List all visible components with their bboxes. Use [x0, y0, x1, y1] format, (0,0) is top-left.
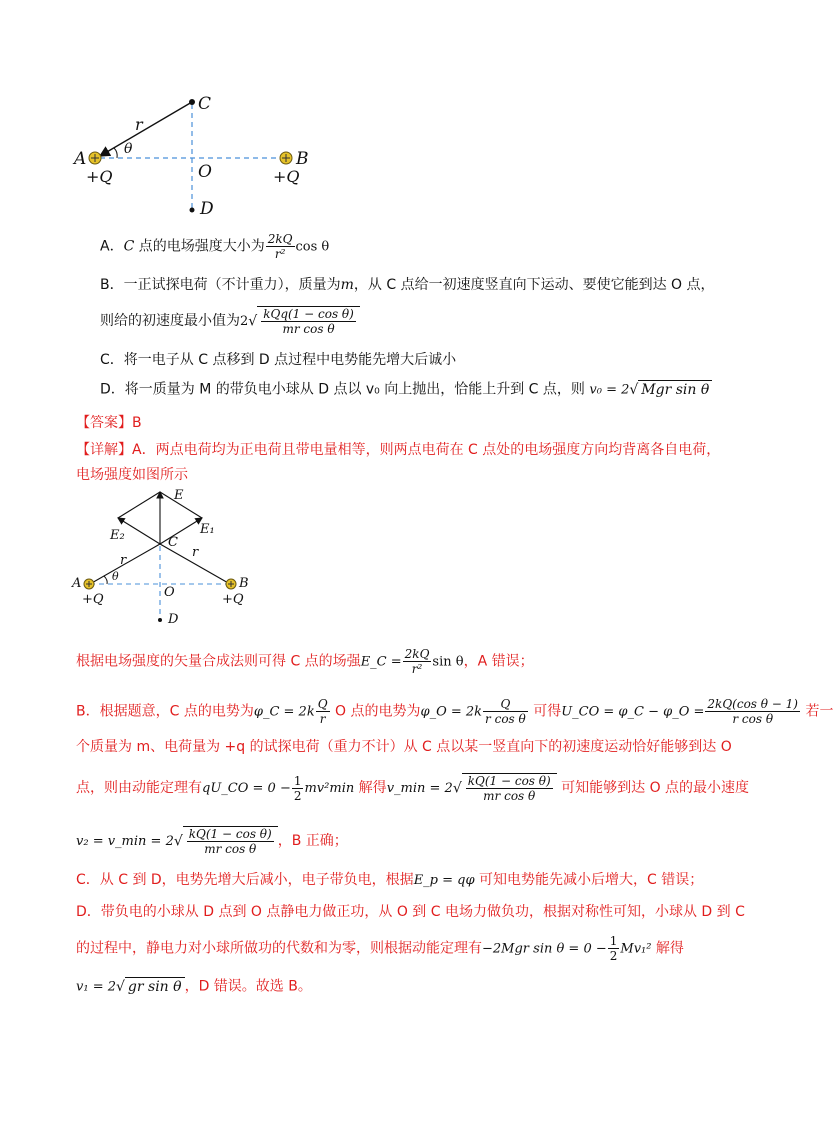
fig2-label-A: A — [72, 576, 82, 591]
fig1-label-O: O — [198, 162, 212, 182]
fig1-label-theta: θ — [124, 141, 133, 157]
fig1-charge-A: +Q — [86, 167, 113, 186]
option-C: C．将一电子从 C 点移到 D 点过程中电势能先增大后诚小 — [100, 352, 457, 368]
detail-line-2: 电场强度如图所示 — [76, 467, 188, 483]
explain-A: 根据电场强度的矢量合成法则可得 C 点的场强E_C = $\frac{2kQ}{\text{r²}}$ sin θ，A 错误； — [76, 647, 534, 676]
option-B-line2: 则给的初速度最小值为2√ $\frac{\text{kQq(1 − cos θ)}}{\text{mr cos θ}}$ — [100, 306, 360, 336]
fig2-label-E1: E₁ — [200, 522, 215, 537]
fig2-label-D: D — [168, 612, 179, 627]
figure-2 — [80, 488, 260, 628]
explain-B-line4: v₂ = v_min = 2√ $\frac{\text{kQ(1 − cos θ)}}{\text{mr cos θ}}$ ，B 正确； — [76, 827, 348, 856]
explain-D-line1: D．带负电的小球从 D 点到 O 点静电力做正功，从 O 到 C 电场力做负功，根据对称性可知，小球从 D 到 C — [76, 904, 745, 920]
vector-E1 — [160, 518, 202, 544]
fig2-label-B: B — [239, 576, 249, 591]
fig2-label-r-right: r — [192, 545, 199, 560]
option-D: D．将一质量为 M 的带负电小球从 D 点以 v₀ 向上抛出，恰能上升到 C 点，则 v₀ = 2√ Mgr sin θ — [100, 380, 712, 400]
option-B-line1: B．一正试探电荷（不计重力），质量为m，从 C 点给一初速度竖直向下运动、要使它能到达 O 点， — [100, 277, 715, 293]
point-C — [189, 99, 195, 105]
option-A: A．C 点的电场强度大小为 $\frac{2kQ}{\text{r²}}$ cos θ — [100, 232, 330, 261]
fig2-label-r-left: r — [120, 553, 127, 568]
explain-C: C．从 C 到 D，电势先增大后减小，电子带负电，根据E_p = qφ 可知电势能先减小后增大，C 错误； — [76, 872, 704, 888]
fig2-charge-A: +Q — [82, 592, 104, 607]
vector-r — [100, 102, 192, 156]
point-D — [190, 208, 195, 213]
fig1-charge-B: +Q — [273, 167, 300, 186]
fig2-label-E: E — [174, 488, 184, 503]
answer: 【答案】B — [76, 415, 142, 431]
fig1-label-B: B — [296, 149, 309, 169]
explain-B-line2: 个质量为 m、电荷量为 +q 的试探电荷（重力不计）从 C 点以某一竖直向下的初速度运动恰好能够到达 O — [76, 739, 732, 755]
fig2-label-C: C — [168, 535, 178, 550]
fig2-charge-B: +Q — [222, 592, 244, 607]
point-D-2 — [158, 618, 162, 622]
fig1-label-D: D — [200, 199, 214, 219]
fig2-label-theta: θ — [112, 570, 119, 583]
detail-line-1: 【详解】A．两点电荷均为正电荷且带电量相等，则两点电荷在 C 点处的电场强度方向均背离各自电荷， — [76, 442, 721, 458]
explain-B-line1: B．根据题意，C 点的电势为φ_C = 2k $\frac{Q}{r}$ O 点的电势为φ_O = 2k $\frac{Q}{\text{r cos θ}}$ 可得U_CO = φ_C − φ_O = $\frac{\text{2kQ(cos θ − 1)}}{\text{r cos θ}}$ 若一 — [76, 697, 833, 726]
fig2-label-O: O — [164, 585, 175, 600]
explain-D-line2: 的过程中，静电力对小球所做功的代数和为零，则根据动能定理有−2Mgr sin θ = 0 − $\frac{1}{2}$ Mv₁² 解得 — [76, 934, 684, 963]
fig1-label-C: C — [198, 94, 212, 114]
explain-B-line3: 点，则由动能定理有qU_CO = 0 − $\frac{1}{2}$ mv²min 解得v_min = 2√ $\frac{\text{kQ(1 − cos θ)}}{\text{mr cos θ}}$ 可知能够到达 O 点的最小速度 — [76, 773, 750, 803]
fig1-label-A: A — [74, 149, 87, 169]
fig2-label-E2: E₂ — [110, 528, 125, 543]
explain-D-line3: v₁ = 2√ gr sin θ ，D 错误。故选 B。 — [76, 978, 312, 995]
fig1-label-r: r — [135, 115, 143, 134]
